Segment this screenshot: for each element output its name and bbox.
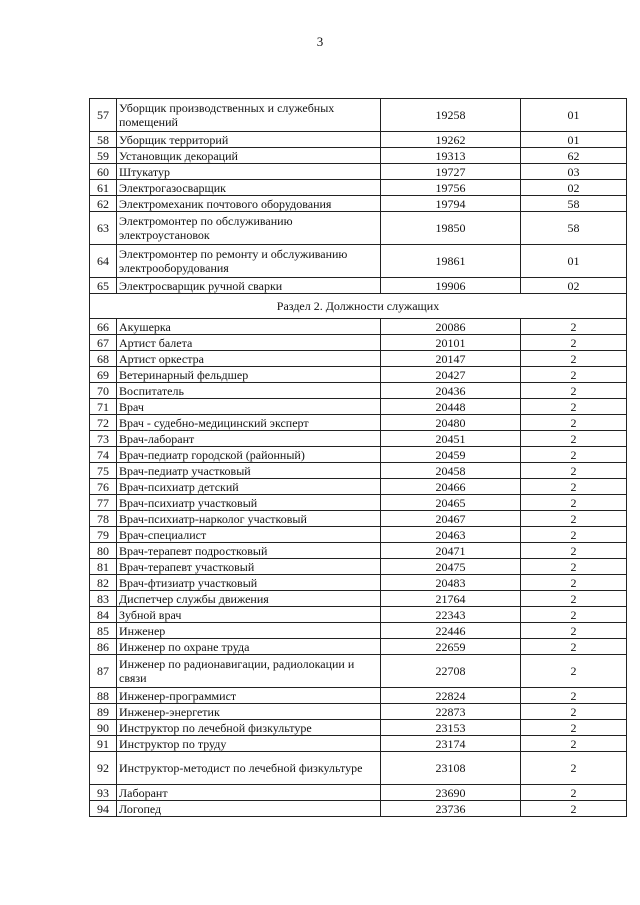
position-code: 20483 <box>381 575 521 591</box>
position-name: Акушерка <box>117 319 381 335</box>
table-row <box>90 431 627 447</box>
category-code: 2 <box>521 351 627 367</box>
category-code: 2 <box>521 431 627 447</box>
position-name: Врач-терапевт участковый <box>117 559 381 575</box>
table-row <box>90 447 627 463</box>
category-code: 2 <box>521 704 627 720</box>
section-title: Раздел 2. Должности служащих <box>90 294 627 319</box>
row-number: 57 <box>90 99 117 132</box>
table-row <box>90 736 627 752</box>
row-number: 83 <box>90 591 117 607</box>
row-number: 71 <box>90 399 117 415</box>
row-number: 79 <box>90 527 117 543</box>
position-code: 20480 <box>381 415 521 431</box>
position-name: Врач-лаборант <box>117 431 381 447</box>
position-code: 20427 <box>381 367 521 383</box>
table-row <box>90 559 627 575</box>
position-name: Врач-психиатр-нарколог участковый <box>117 511 381 527</box>
position-name: Инженер-программист <box>117 688 381 704</box>
category-code: 2 <box>521 479 627 495</box>
row-number: 78 <box>90 511 117 527</box>
category-code: 01 <box>521 132 627 148</box>
position-name: Врач-психиатр участковый <box>117 495 381 511</box>
section-header-row <box>90 294 627 319</box>
position-code: 20466 <box>381 479 521 495</box>
category-code: 2 <box>521 575 627 591</box>
row-number: 92 <box>90 752 117 785</box>
position-code: 20101 <box>381 335 521 351</box>
category-code: 58 <box>521 196 627 212</box>
position-name: Инженер-энергетик <box>117 704 381 720</box>
table-row <box>90 543 627 559</box>
row-number: 80 <box>90 543 117 559</box>
row-number: 88 <box>90 688 117 704</box>
position-name: Диспетчер службы движения <box>117 591 381 607</box>
row-number: 90 <box>90 720 117 736</box>
position-name: Установщик декораций <box>117 148 381 164</box>
position-code: 19258 <box>381 99 521 132</box>
table-row <box>90 148 627 164</box>
row-number: 61 <box>90 180 117 196</box>
position-code: 22824 <box>381 688 521 704</box>
position-name: Зубной врач <box>117 607 381 623</box>
table-row <box>90 164 627 180</box>
table-row <box>90 527 627 543</box>
position-name: Лаборант <box>117 785 381 801</box>
row-number: 76 <box>90 479 117 495</box>
position-code: 23690 <box>381 785 521 801</box>
table-row <box>90 752 627 785</box>
position-code: 23174 <box>381 736 521 752</box>
position-name: Электросварщик ручной сварки <box>117 278 381 294</box>
position-code: 20086 <box>381 319 521 335</box>
position-code: 22873 <box>381 704 521 720</box>
row-number: 94 <box>90 801 117 817</box>
table-row <box>90 511 627 527</box>
table-row <box>90 801 627 817</box>
position-code: 19850 <box>381 212 521 245</box>
position-name: Ветеринарный фельдшер <box>117 367 381 383</box>
row-number: 85 <box>90 623 117 639</box>
position-code: 23108 <box>381 752 521 785</box>
row-number: 73 <box>90 431 117 447</box>
position-name: Воспитатель <box>117 383 381 399</box>
position-code: 20451 <box>381 431 521 447</box>
position-name: Врач - судебно-медицинский эксперт <box>117 415 381 431</box>
table-row <box>90 415 627 431</box>
table-row <box>90 591 627 607</box>
row-number: 58 <box>90 132 117 148</box>
row-number: 74 <box>90 447 117 463</box>
position-name: Электромонтер по обслуживанию электроустановок <box>117 212 381 245</box>
category-code: 2 <box>521 447 627 463</box>
position-name: Уборщик производственных и служебных помещений <box>117 99 381 132</box>
table-row <box>90 623 627 639</box>
category-code: 2 <box>521 463 627 479</box>
position-code: 19794 <box>381 196 521 212</box>
table-row <box>90 495 627 511</box>
table-row <box>90 367 627 383</box>
category-code: 62 <box>521 148 627 164</box>
occupations-table <box>89 98 627 817</box>
category-code: 02 <box>521 278 627 294</box>
position-code: 20467 <box>381 511 521 527</box>
position-name: Инструктор по лечебной физкультуре <box>117 720 381 736</box>
category-code: 2 <box>521 559 627 575</box>
position-name: Врач-педиатр участковый <box>117 463 381 479</box>
category-code: 01 <box>521 245 627 278</box>
position-name: Электрогазосварщик <box>117 180 381 196</box>
position-name: Штукатур <box>117 164 381 180</box>
table-row <box>90 245 627 278</box>
position-name: Электромонтер по ремонту и обслуживанию электрооборудования <box>117 245 381 278</box>
category-code: 01 <box>521 99 627 132</box>
category-code: 2 <box>521 720 627 736</box>
category-code: 2 <box>521 655 627 688</box>
category-code: 2 <box>521 367 627 383</box>
position-code: 19262 <box>381 132 521 148</box>
position-code: 20459 <box>381 447 521 463</box>
category-code: 2 <box>521 736 627 752</box>
table-row <box>90 575 627 591</box>
row-number: 82 <box>90 575 117 591</box>
category-code: 2 <box>521 785 627 801</box>
category-code: 03 <box>521 164 627 180</box>
category-code: 2 <box>521 623 627 639</box>
row-number: 70 <box>90 383 117 399</box>
table-row <box>90 479 627 495</box>
row-number: 65 <box>90 278 117 294</box>
row-number: 89 <box>90 704 117 720</box>
category-code: 2 <box>521 688 627 704</box>
position-code: 22659 <box>381 639 521 655</box>
occupations-table-body <box>90 99 627 817</box>
row-number: 84 <box>90 607 117 623</box>
table-row <box>90 196 627 212</box>
row-number: 87 <box>90 655 117 688</box>
position-code: 20458 <box>381 463 521 479</box>
position-name: Логопед <box>117 801 381 817</box>
position-code: 19756 <box>381 180 521 196</box>
table-row <box>90 278 627 294</box>
table-row <box>90 132 627 148</box>
position-code: 20147 <box>381 351 521 367</box>
table-row <box>90 335 627 351</box>
position-name: Инструктор по труду <box>117 736 381 752</box>
category-code: 02 <box>521 180 627 196</box>
row-number: 81 <box>90 559 117 575</box>
category-code: 2 <box>521 752 627 785</box>
category-code: 2 <box>521 415 627 431</box>
row-number: 86 <box>90 639 117 655</box>
category-code: 58 <box>521 212 627 245</box>
position-code: 22446 <box>381 623 521 639</box>
position-code: 21764 <box>381 591 521 607</box>
position-name: Электромеханик почтового оборудования <box>117 196 381 212</box>
position-code: 20448 <box>381 399 521 415</box>
table-row <box>90 607 627 623</box>
table-row <box>90 639 627 655</box>
position-code: 19727 <box>381 164 521 180</box>
row-number: 60 <box>90 164 117 180</box>
position-name: Врач <box>117 399 381 415</box>
position-name: Врач-специалист <box>117 527 381 543</box>
row-number: 67 <box>90 335 117 351</box>
row-number: 66 <box>90 319 117 335</box>
position-code: 20471 <box>381 543 521 559</box>
table-row <box>90 463 627 479</box>
position-code: 19313 <box>381 148 521 164</box>
category-code: 2 <box>521 639 627 655</box>
row-number: 62 <box>90 196 117 212</box>
position-code: 23153 <box>381 720 521 736</box>
row-number: 77 <box>90 495 117 511</box>
position-name: Уборщик территорий <box>117 132 381 148</box>
table-row <box>90 704 627 720</box>
position-name: Инструктор-методист по лечебной физкультуре <box>117 752 381 785</box>
position-code: 20465 <box>381 495 521 511</box>
category-code: 2 <box>521 511 627 527</box>
position-code: 23736 <box>381 801 521 817</box>
category-code: 2 <box>521 591 627 607</box>
table-row <box>90 655 627 688</box>
table-row <box>90 399 627 415</box>
row-number: 72 <box>90 415 117 431</box>
category-code: 2 <box>521 527 627 543</box>
category-code: 2 <box>521 607 627 623</box>
table-row <box>90 785 627 801</box>
row-number: 91 <box>90 736 117 752</box>
row-number: 75 <box>90 463 117 479</box>
category-code: 2 <box>521 399 627 415</box>
row-number: 93 <box>90 785 117 801</box>
category-code: 2 <box>521 495 627 511</box>
position-code: 20463 <box>381 527 521 543</box>
position-name: Врач-педиатр городской (районный) <box>117 447 381 463</box>
table-row <box>90 383 627 399</box>
category-code: 2 <box>521 543 627 559</box>
position-code: 22708 <box>381 655 521 688</box>
page-number: 3 <box>316 34 324 49</box>
table-row <box>90 351 627 367</box>
position-name: Инженер <box>117 623 381 639</box>
row-number: 63 <box>90 212 117 245</box>
table-row <box>90 212 627 245</box>
position-name: Врач-терапевт подростковый <box>117 543 381 559</box>
table-row <box>90 720 627 736</box>
category-code: 2 <box>521 383 627 399</box>
row-number: 68 <box>90 351 117 367</box>
table-row <box>90 688 627 704</box>
table-row <box>90 99 627 132</box>
category-code: 2 <box>521 319 627 335</box>
position-code: 20436 <box>381 383 521 399</box>
table-row <box>90 319 627 335</box>
category-code: 2 <box>521 335 627 351</box>
position-name: Артист оркестра <box>117 351 381 367</box>
position-code: 19906 <box>381 278 521 294</box>
position-name: Инженер по радионавигации, радиолокации и связи <box>117 655 381 688</box>
position-code: 19861 <box>381 245 521 278</box>
table-row <box>90 180 627 196</box>
row-number: 59 <box>90 148 117 164</box>
position-code: 20475 <box>381 559 521 575</box>
category-code: 2 <box>521 801 627 817</box>
position-code: 22343 <box>381 607 521 623</box>
position-name: Врач-психиатр детский <box>117 479 381 495</box>
position-name: Артист балета <box>117 335 381 351</box>
position-name: Врач-фтизиатр участковый <box>117 575 381 591</box>
row-number: 64 <box>90 245 117 278</box>
row-number: 69 <box>90 367 117 383</box>
position-name: Инженер по охране труда <box>117 639 381 655</box>
